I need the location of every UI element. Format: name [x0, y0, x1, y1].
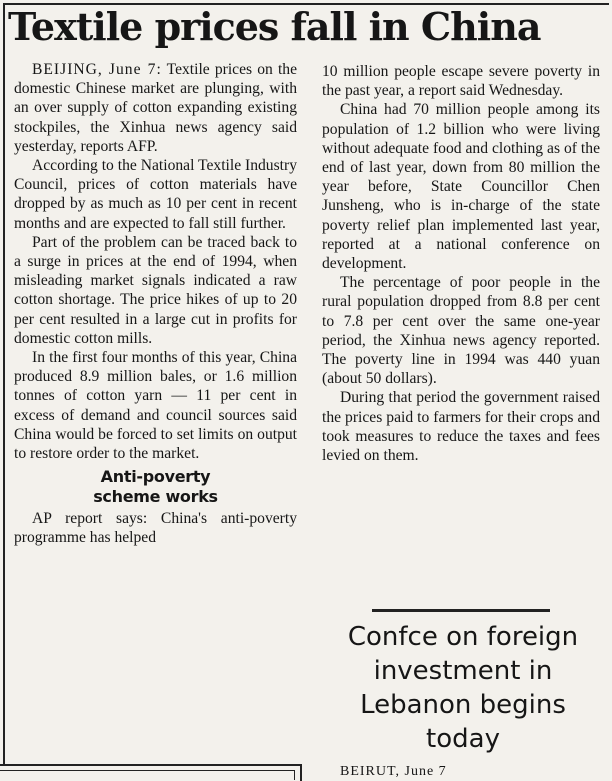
- paragraph: Part of the problem can be traced back to a surge in prices at the end of 1994, when misleading market signals indicated a raw cotton shortage. The price hikes of up to 20 per cent resulted in a large cut in profits for domestic cotton mills.: [14, 233, 297, 347]
- paragraph: According to the National Textile Industry Council, prices of cotton materials have dropped by as much as 10 per cent in recent months and are expected to fall still further.: [14, 157, 297, 232]
- paragraph: During that period the government raised the prices paid to farmers for their crops and took measures to reduce the taxes and fees levied on them.: [322, 389, 600, 465]
- headline: Textile prices fall in China: [8, 4, 541, 49]
- paragraph: The percentage of poor people in the rural population dropped from 8.8 per cent to 7.8 per cent over the same one-year period, the Xinhua news agency reported. The poverty line in 1994 was 440 yuan (about 50 dollars).: [322, 274, 600, 388]
- left-column: [14, 60, 297, 548]
- section-divider: [372, 609, 550, 612]
- paragraph: China had 70 million people among its population of 1.2 billion who were living without adequate food and clothing as of the end of last year, down from 80 million the year before, State Councillor Chen Junsheng, who is in-charge of the state poverty relief plan implemented last year, reported at a national conference on development.: [322, 101, 600, 273]
- cut-dateline: BEIRUT, June 7: [340, 764, 447, 779]
- paragraph: 10 million people escape severe poverty in the past year, a report said Wednesday.: [322, 63, 600, 100]
- subhead: Anti-poverty scheme works: [93, 467, 218, 507]
- paragraph: BEIJING, June 7: Textile prices on the domestic Chinese market are plunging, with an over supply of cotton expanding existing stockpiles, the Xinhua news agency said yesterday, reports AFP.: [14, 61, 297, 155]
- second-headline: Confce on foreign investment in Lebanon begins today: [347, 622, 579, 754]
- paragraph: In the first four months of this year, China produced 8.9 million bales, or 1.6 million tonnes of cotton yarn — 11 per cent in excess of demand and council sources said China would be forced to set limits on output to restore order to the market.: [14, 349, 297, 463]
- paragraph: AP report says: China's anti-poverty programme has helped: [14, 510, 297, 547]
- right-column: [322, 62, 600, 465]
- dateline: BEIJING, June 7:: [32, 61, 162, 78]
